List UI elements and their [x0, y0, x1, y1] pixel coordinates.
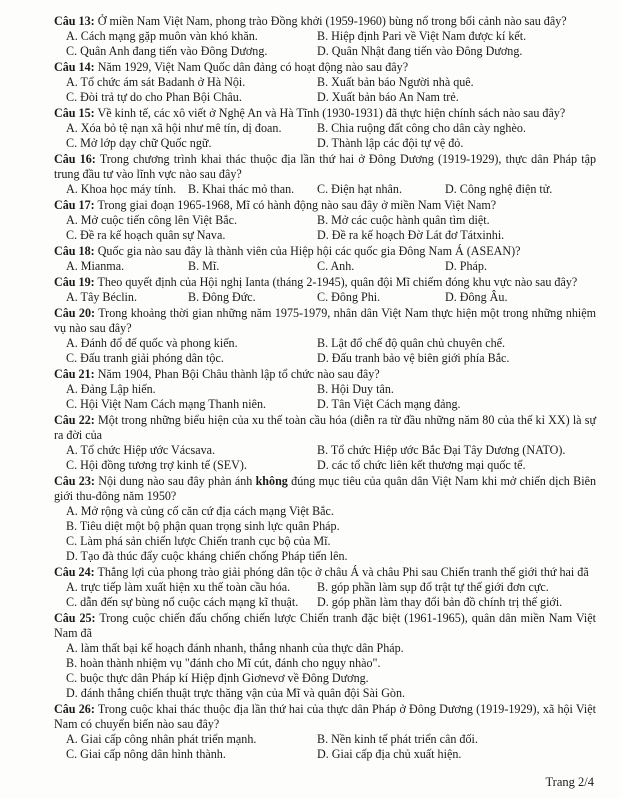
answer-options	[54, 443, 596, 473]
answer-option: C. Quân Anh đang tiến vào Đông Dương.	[66, 44, 268, 58]
question-stem	[54, 611, 596, 641]
answer-option: D. Giai cấp địa chủ xuất hiện.	[317, 747, 462, 761]
question-block	[54, 152, 596, 197]
question-text: Trong giai đoạn 1965-1968, Mĩ có hành động nào sau đây ở miền Nam Việt Nam?	[97, 198, 497, 212]
answer-option: A. Tổ chức Hiệp ước Vácsava.	[66, 443, 216, 457]
page-number: Trang 2/4	[545, 775, 594, 789]
answer-option: A. trực tiếp làm xuất hiện xu thế toàn cầu hóa.	[66, 580, 291, 594]
answer-option: D. Đề ra kế hoạch Đờ Lát đơ Tátxinhi.	[317, 228, 505, 242]
answer-option: A. Tây Béclin.	[66, 290, 137, 304]
answer-option: D. Pháp.	[445, 259, 487, 273]
question-text: Ở miền Nam Việt Nam, phong trào Đồng khởi (1959-1960) bùng nổ trong bối cảnh nào sau đây?	[97, 14, 567, 28]
answer-options	[54, 641, 596, 701]
question-text: Trong chương trình khai thác thuộc địa lần thứ hai ở Đông Dương (1919-1929), thực dân Pháp tập trung đầu tư vào lĩnh vực nào sau đây?	[54, 152, 596, 181]
answer-option: B. Khai thác mỏ than.	[188, 182, 295, 196]
answer-option: B. Chia ruộng đất công cho dân cày nghèo.	[317, 121, 526, 135]
question-stem	[54, 244, 596, 259]
answer-option: A. Khoa học máy tính.	[66, 182, 177, 196]
question-block	[54, 60, 596, 105]
answer-option: A. Giai cấp công nhân phát triển mạnh.	[66, 732, 257, 746]
answer-option: A. Tổ chức ám sát Badanh ở Hà Nội.	[66, 75, 246, 89]
answer-options	[54, 290, 596, 305]
answer-options	[54, 382, 596, 412]
question-stem	[54, 367, 596, 382]
question-text: Theo quyết định của Hội nghị Ianta (tháng 2-1945), quân đội Mĩ chiếm đóng khu vực nào sau đây?	[97, 275, 578, 289]
question-number: Câu 20:	[54, 306, 96, 320]
question-emphasis: không	[255, 474, 288, 488]
answer-option: B. góp phần làm sụp đổ trật tự thế giới đơn cực.	[317, 580, 549, 594]
answer-option: C. Anh.	[317, 259, 355, 273]
question-stem	[54, 275, 596, 290]
question-block	[54, 106, 596, 151]
question-stem	[54, 702, 596, 732]
question-text: Quốc gia nào sau đây là thành viên của Hiệp hội các quốc gia Đông Nam Á (ASEAN)?	[97, 244, 521, 258]
answer-option: C. Điện hạt nhân.	[317, 182, 402, 196]
question-block	[54, 611, 596, 701]
question-block	[54, 244, 596, 274]
answer-option: B. Xuất bản báo Người nhà quê.	[317, 75, 474, 89]
answer-option: C. Đấu tranh giải phóng dân tộc.	[66, 351, 224, 365]
answer-option: A. Mở cuộc tiến công lên Việt Bắc.	[66, 213, 238, 227]
answer-option: D. Quân Nhật đang tiến vào Đông Dương.	[317, 44, 523, 58]
answer-option: C. dẫn đến sự bùng nổ cuộc cách mạng kĩ thuật.	[66, 595, 299, 609]
answer-option: A. Cách mạng gặp muôn vàn khó khăn.	[66, 29, 258, 43]
question-block	[54, 413, 596, 473]
question-number: Câu 18:	[54, 244, 95, 258]
answer-options	[54, 182, 596, 197]
answer-option: D. góp phần làm thay đổi bản đồ chính trị thế giới.	[317, 595, 563, 609]
question-text: Trong khoảng thời gian những năm 1975-1979, nhân dân Việt Nam thực hiện một trong những nhiệm vụ nào sau đây?	[54, 306, 597, 335]
question-block	[54, 702, 596, 762]
question-list	[54, 14, 596, 762]
question-stem	[54, 198, 596, 213]
question-number: Câu 23:	[54, 474, 95, 488]
answer-options	[54, 121, 596, 151]
question-stem	[54, 474, 596, 504]
answer-options	[54, 259, 596, 274]
question-number: Câu 14:	[54, 60, 95, 74]
question-text: Nội dung nào sau đây phản ánh	[98, 474, 256, 488]
answer-option: C. Đòi trả tự do cho Phan Bội Châu.	[66, 90, 242, 104]
question-text: Về kinh tế, các xô viết ở Nghệ An và Hà Tĩnh (1930-1931) đã thực hiện chính sách nào sau đây?	[97, 106, 566, 120]
question-block	[54, 275, 596, 305]
question-block	[54, 367, 596, 412]
answer-option: B. Tiêu diệt một bộ phận quan trọng sinh lực quân Pháp.	[66, 519, 340, 533]
answer-option: B. Hội Duy tân.	[317, 382, 394, 396]
question-number: Câu 22:	[54, 413, 95, 427]
question-number: Câu 16:	[54, 152, 96, 166]
answer-option: B. Tổ chức Hiệp ước Bắc Đại Tây Dương (NATO).	[317, 443, 566, 457]
answer-option: D. đánh thắng chiến thuật trực thăng vận của Mĩ và quân đội Sài Gòn.	[66, 686, 406, 700]
answer-option: C. Đông Phi.	[317, 290, 381, 304]
answer-option: C. Đề ra kế hoạch quân sự Nava.	[66, 228, 226, 242]
question-block	[54, 306, 596, 366]
answer-option: A. làm thất bại kế hoạch đánh nhanh, thắng nhanh của thực dân Pháp.	[66, 641, 404, 655]
answer-option: A. Mở rộng và củng cố căn cứ địa cách mạng Việt Bắc.	[66, 504, 334, 518]
question-text: Trong cuộc chiến đấu chống chiến lược Chiến tranh đặc biệt (1961-1965), quân dân miền Nam Việt Nam đã	[54, 611, 597, 640]
answer-option: D. Xuất bản báo An Nam trẻ.	[317, 90, 459, 104]
answer-option: B. Đông Đức.	[188, 290, 256, 304]
question-text: Năm 1904, Phan Bội Châu thành lập tổ chức nào sau đây?	[97, 367, 380, 381]
answer-option: D. Tân Việt Cách mạng đảng.	[317, 397, 461, 411]
answer-option: B. Nền kinh tế phát triển cân đối.	[317, 732, 478, 746]
answer-option: D. Thành lập các đội tự vệ đỏ.	[317, 136, 464, 150]
question-number: Câu 25:	[54, 611, 96, 625]
answer-options	[54, 75, 596, 105]
question-stem	[54, 106, 596, 121]
answer-option: D. Tạo đà thúc đẩy cuộc kháng chiến chống Pháp tiến lên.	[66, 549, 348, 563]
answer-option: D. Đông Âu.	[445, 290, 508, 304]
question-text: Một trong những biểu hiện của xu thế toàn cầu hóa (diễn ra từ đầu những năm 80 của thế kỉ XX) là sự ra đời của	[54, 413, 596, 442]
question-stem	[54, 306, 596, 336]
answer-option: B. Mở các cuộc hành quân tìm diệt.	[317, 213, 490, 227]
answer-options	[54, 732, 596, 762]
answer-options	[54, 336, 596, 366]
answer-option: B. Hiệp định Pari về Việt Nam được kí kết.	[317, 29, 527, 43]
answer-option: C. Làm phá sản chiến lược Chiến tranh cục bộ của Mĩ.	[66, 534, 331, 548]
answer-options	[54, 29, 596, 59]
answer-options	[54, 580, 596, 610]
question-stem	[54, 413, 596, 443]
answer-option: D. Đấu tranh bảo vệ biên giới phía Bắc.	[317, 351, 510, 365]
question-number: Câu 17:	[54, 198, 95, 212]
answer-options	[54, 213, 596, 243]
question-number: Câu 24:	[54, 565, 95, 579]
answer-option: B. Lật đổ chế độ quân chủ chuyên chế.	[317, 336, 506, 350]
question-stem	[54, 14, 596, 29]
question-block	[54, 565, 596, 610]
question-block	[54, 198, 596, 243]
answer-option: C. Giai cấp nông dân hình thành.	[66, 747, 226, 761]
question-number: Câu 19:	[54, 275, 95, 289]
answer-option: A. Đảng Lập hiến.	[66, 382, 156, 396]
question-text: Năm 1929, Việt Nam Quốc dân đảng có hoạt động nào sau đây?	[97, 60, 409, 74]
question-text: đúng mục tiêu của quân dân Việt Nam khi mở chiến dịch Biên giới thu-đông năm 1950?	[54, 474, 596, 503]
question-text: Trong cuộc khai thác thuộc địa lần thứ hai của thực dân Pháp ở Đông Dương (1919-1929), xã hội Việt Nam có chuyển biến nào sau đây?	[54, 702, 596, 731]
answer-option: D. Công nghệ điện tử.	[445, 182, 553, 196]
answer-option: C. Hội Việt Nam Cách mạng Thanh niên.	[66, 397, 267, 411]
question-number: Câu 26:	[54, 702, 95, 716]
answer-option: B. hoàn thành nhiệm vụ "đánh cho Mĩ cút, đánh cho ngụy nhào".	[66, 656, 381, 670]
question-stem	[54, 152, 596, 182]
answer-option: C. Hội đồng tương trợ kinh tế (SEV).	[66, 458, 247, 472]
question-number: Câu 21:	[54, 367, 95, 381]
answer-option: A. Mianma.	[66, 259, 125, 273]
question-stem	[54, 60, 596, 75]
answer-option: A. Xóa bỏ tệ nạn xã hội như mê tín, dị đoan.	[66, 121, 282, 135]
answer-option: C. buộc thực dân Pháp kí Hiệp định Giơnevơ về Đông Dương.	[66, 671, 369, 685]
question-text: Thắng lợi của phong trào giải phóng dân tộc ở châu Á và châu Phi sau Chiến tranh thế giới thứ hai đã	[97, 565, 589, 579]
answer-option: D. các tổ chức liên kết thương mại quốc tế.	[317, 458, 526, 472]
question-number: Câu 15:	[54, 106, 95, 120]
answer-options	[54, 504, 596, 564]
question-stem	[54, 565, 596, 580]
question-block	[54, 14, 596, 59]
question-number: Câu 13:	[54, 14, 95, 28]
question-block	[54, 474, 596, 564]
answer-option: B. Mĩ.	[188, 259, 220, 273]
answer-option: C. Mở lớp dạy chữ Quốc ngữ.	[66, 136, 212, 150]
answer-option: A. Đánh đổ đế quốc và phong kiến.	[66, 336, 238, 350]
